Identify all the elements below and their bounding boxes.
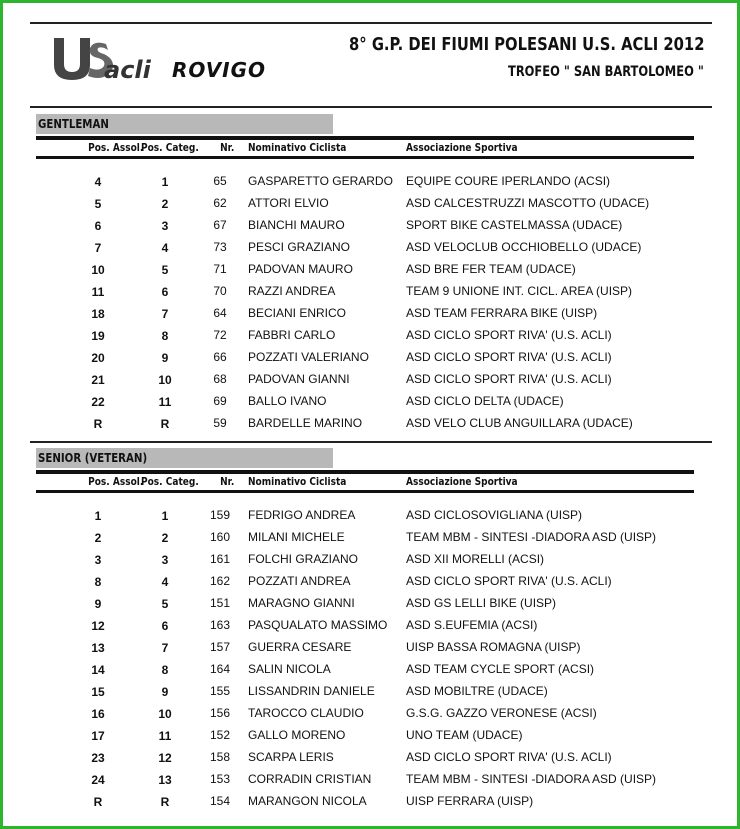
pos-categ-cell: 5 [161, 597, 169, 611]
bib-number-cell: 155 [209, 684, 231, 698]
rider-name-cell: PASQUALATO MASSIMO [248, 618, 388, 632]
association-cell: ASD GS LELLI BIKE (UISP) [406, 596, 557, 610]
pos-categ-cell: 6 [161, 619, 169, 633]
pos-assol-cell: 10 [91, 263, 105, 277]
pos-assol-cell: 20 [91, 351, 105, 365]
bib-number-cell: 71 [213, 262, 227, 276]
table-row [36, 596, 694, 618]
city-name: ROVIGO [172, 58, 267, 82]
bib-number-cell: 156 [209, 706, 231, 720]
pos-categ-cell: 10 [158, 707, 172, 721]
pos-assol-cell: 23 [91, 751, 105, 765]
association-cell: TEAM MBM - SINTESI -DIADORA ASD (UISP) [406, 772, 657, 786]
association-cell: ASD CICLOSOVIGLIANA (UISP) [406, 508, 583, 522]
association-cell: ASD CALCESTRUZZI MASCOTTO (UDACE) [406, 196, 650, 210]
pos-assol-cell: 3 [94, 553, 102, 567]
rider-name-cell: BALLO IVANO [248, 394, 327, 408]
table-row [36, 794, 694, 816]
svg-text:acli: acli [104, 56, 151, 84]
table-row [36, 328, 694, 350]
rider-name-cell: RAZZI ANDREA [248, 284, 336, 298]
rider-name-cell: SCARPA LERIS [248, 750, 334, 764]
rider-name-cell: SALIN NICOLA [248, 662, 331, 676]
pos-categ-cell: 10 [158, 373, 172, 387]
pos-categ-cell: R [160, 795, 170, 809]
pos-categ-cell: 3 [161, 219, 169, 233]
rider-name-cell: TAROCCO CLAUDIO [248, 706, 364, 720]
pos-categ-cell: 5 [161, 263, 169, 277]
bib-number-cell: 154 [209, 794, 231, 808]
bib-number-cell: 64 [213, 306, 227, 320]
table-header-rule-top [36, 136, 694, 140]
table-row [36, 750, 694, 772]
table-row [36, 706, 694, 728]
pos-assol-cell: 2 [94, 531, 102, 545]
association-cell: TEAM MBM - SINTESI -DIADORA ASD (UISP) [406, 530, 657, 544]
rider-name-cell: FEDRIGO ANDREA [248, 508, 356, 522]
bib-number-cell: 62 [213, 196, 227, 210]
column-header-pos-categ: Pos. Categ. [141, 475, 199, 488]
table-row [36, 508, 694, 530]
pos-categ-cell: 11 [158, 729, 172, 743]
pos-assol-cell: 13 [91, 641, 105, 655]
table-header-rule-top [36, 470, 694, 474]
table-row [36, 684, 694, 706]
table-header-rule-bottom [36, 156, 694, 159]
association-cell: UISP FERRARA (UISP) [406, 794, 534, 808]
section-divider [30, 441, 712, 443]
pos-categ-cell: 9 [161, 351, 169, 365]
table-row [36, 372, 694, 394]
pos-assol-cell: 12 [91, 619, 105, 633]
column-header-associazione: Associazione Sportiva [406, 141, 518, 154]
pos-assol-cell: R [93, 417, 103, 431]
bib-number-cell: 151 [209, 596, 231, 610]
rider-name-cell: LISSANDRIN DANIELE [248, 684, 375, 698]
rider-name-cell: BECIANI ENRICO [248, 306, 347, 320]
pos-assol-cell: 11 [91, 285, 105, 299]
pos-assol-cell: 14 [91, 663, 105, 677]
pos-categ-cell: 8 [161, 329, 169, 343]
table-row [36, 306, 694, 328]
association-cell: ASD CICLO SPORT RIVA' (U.S. ACLI) [406, 350, 612, 364]
column-header-pos-assol: Pos. Assol. [88, 141, 144, 154]
bib-number-cell: 66 [213, 350, 227, 364]
bib-number-cell: 73 [213, 240, 227, 254]
table-row [36, 350, 694, 372]
bib-number-cell: 72 [213, 328, 227, 342]
association-cell: ASD CICLO SPORT RIVA' (U.S. ACLI) [406, 328, 612, 342]
pos-assol-cell: 1 [94, 509, 102, 523]
pos-assol-cell: 15 [91, 685, 105, 699]
rider-name-cell: CORRADIN CRISTIAN [248, 772, 372, 786]
rider-name-cell: GUERRA CESARE [248, 640, 352, 654]
rider-name-cell: MARAGNO GIANNI [248, 596, 355, 610]
table-header-rule-bottom [36, 490, 694, 493]
category-label: SENIOR (VETERAN) [36, 448, 333, 468]
table-row [36, 618, 694, 640]
bib-number-cell: 69 [213, 394, 227, 408]
pos-assol-cell: 7 [94, 241, 102, 255]
table-row [36, 662, 694, 684]
association-cell: ASD VELOCLUB OCCHIOBELLO (UDACE) [406, 240, 642, 254]
table-row [36, 772, 694, 794]
rider-name-cell: GASPARETTO GERARDO [248, 174, 393, 188]
bib-number-cell: 59 [213, 416, 227, 430]
association-cell: ASD BRE FER TEAM (UDACE) [406, 262, 576, 276]
table-row [36, 284, 694, 306]
pos-categ-cell: 6 [161, 285, 169, 299]
rider-name-cell: MARANGON NICOLA [248, 794, 367, 808]
column-header-nr: Nr. [219, 475, 234, 488]
pos-categ-cell: 7 [161, 307, 169, 321]
header-rule [30, 106, 712, 108]
table-row [36, 174, 694, 196]
pos-categ-cell: 2 [161, 531, 169, 545]
table-row [36, 394, 694, 416]
column-header-pos-assol: Pos. Assol. [88, 475, 144, 488]
association-cell: EQUIPE COURE IPERLANDO (ACSI) [406, 174, 611, 188]
bib-number-cell: 153 [209, 772, 231, 786]
association-cell: ASD CICLO SPORT RIVA' (U.S. ACLI) [406, 750, 612, 764]
pos-assol-cell: R [93, 795, 103, 809]
rider-name-cell: PADOVAN MAURO [248, 262, 353, 276]
pos-categ-cell: 13 [158, 773, 172, 787]
column-header-associazione: Associazione Sportiva [406, 475, 518, 488]
association-cell: G.S.G. GAZZO VERONESE (ACSI) [406, 706, 597, 720]
pos-categ-cell: 4 [161, 575, 169, 589]
association-cell: ASD XII MORELLI (ACSI) [406, 552, 545, 566]
pos-assol-cell: 24 [91, 773, 105, 787]
column-header-nominativo: Nominativo Ciclista [248, 475, 347, 488]
us-acli-logo [50, 34, 160, 84]
pos-assol-cell: 8 [94, 575, 102, 589]
column-header-nominativo: Nominativo Ciclista [248, 141, 347, 154]
pos-categ-cell: 4 [161, 241, 169, 255]
table-row [36, 574, 694, 596]
event-title: 8° G.P. DEI FIUMI POLESANI U.S. ACLI 2012 [348, 34, 704, 55]
table-row [36, 240, 694, 262]
rider-name-cell: GALLO MORENO [248, 728, 346, 742]
pos-assol-cell: 4 [94, 175, 102, 189]
rider-name-cell: PESCI GRAZIANO [248, 240, 351, 254]
bib-number-cell: 70 [213, 284, 227, 298]
rider-name-cell: BIANCHI MAURO [248, 218, 345, 232]
association-cell: ASD VELO CLUB ANGUILLARA (UDACE) [406, 416, 633, 430]
association-cell: ASD MOBILTRE (UDACE) [406, 684, 548, 698]
category-label: GENTLEMAN [36, 114, 333, 134]
pos-assol-cell: 19 [91, 329, 105, 343]
rider-name-cell: MILANI MICHELE [248, 530, 345, 544]
event-subtitle: TROFEO " SAN BARTOLOMEO " [508, 64, 704, 80]
pos-categ-cell: 9 [161, 685, 169, 699]
pos-assol-cell: 5 [94, 197, 102, 211]
table-row [36, 530, 694, 552]
bib-number-cell: 163 [209, 618, 231, 632]
bib-number-cell: 164 [209, 662, 231, 676]
rider-name-cell: PADOVAN GIANNI [248, 372, 350, 386]
bib-number-cell: 68 [213, 372, 227, 386]
pos-assol-cell: 6 [94, 219, 102, 233]
rider-name-cell: POZZATI ANDREA [248, 574, 351, 588]
table-row [36, 262, 694, 284]
bib-number-cell: 159 [209, 508, 231, 522]
pos-assol-cell: 22 [91, 395, 105, 409]
rider-name-cell: FABBRI CARLO [248, 328, 336, 342]
pos-categ-cell: 2 [161, 197, 169, 211]
bib-number-cell: 67 [213, 218, 227, 232]
bib-number-cell: 162 [209, 574, 231, 588]
association-cell: SPORT BIKE CASTELMASSA (UDACE) [406, 218, 623, 232]
table-row [36, 416, 694, 438]
bib-number-cell: 157 [209, 640, 231, 654]
pos-assol-cell: 16 [91, 707, 105, 721]
pos-categ-cell: 1 [161, 509, 169, 523]
rider-name-cell: ATTORI ELVIO [248, 196, 329, 210]
table-row [36, 196, 694, 218]
pos-categ-cell: 11 [158, 395, 172, 409]
association-cell: UISP BASSA ROMAGNA (UISP) [406, 640, 581, 654]
pos-categ-cell: 1 [161, 175, 169, 189]
pos-categ-cell: 8 [161, 663, 169, 677]
association-cell: ASD CICLO DELTA (UDACE) [406, 394, 564, 408]
pos-assol-cell: 18 [91, 307, 105, 321]
pos-categ-cell: 3 [161, 553, 169, 567]
rider-name-cell: POZZATI VALERIANO [248, 350, 369, 364]
bib-number-cell: 65 [213, 174, 227, 188]
table-row [36, 640, 694, 662]
bib-number-cell: 160 [209, 530, 231, 544]
table-row [36, 552, 694, 574]
association-cell: ASD S.EUFEMIA (ACSI) [406, 618, 538, 632]
rider-name-cell: BARDELLE MARINO [248, 416, 363, 430]
column-header-nr: Nr. [219, 141, 234, 154]
association-cell: ASD TEAM CYCLE SPORT (ACSI) [406, 662, 595, 676]
rider-name-cell: FOLCHI GRAZIANO [248, 552, 359, 566]
association-cell: ASD TEAM FERRARA BIKE (UISP) [406, 306, 598, 320]
column-header-pos-categ: Pos. Categ. [141, 141, 199, 154]
pos-assol-cell: 9 [94, 597, 102, 611]
association-cell: UNO TEAM (UDACE) [406, 728, 523, 742]
pos-assol-cell: 21 [91, 373, 105, 387]
bib-number-cell: 152 [209, 728, 231, 742]
bib-number-cell: 161 [209, 552, 231, 566]
table-row [36, 218, 694, 240]
pos-categ-cell: 12 [158, 751, 172, 765]
bib-number-cell: 158 [209, 750, 231, 764]
association-cell: TEAM 9 UNIONE INT. CICL. AREA (UISP) [406, 284, 633, 298]
association-cell: ASD CICLO SPORT RIVA' (U.S. ACLI) [406, 574, 612, 588]
pos-categ-cell: 7 [161, 641, 169, 655]
top-rule [30, 22, 712, 24]
pos-categ-cell: R [160, 417, 170, 431]
association-cell: ASD CICLO SPORT RIVA' (U.S. ACLI) [406, 372, 612, 386]
pos-assol-cell: 17 [91, 729, 105, 743]
table-row [36, 728, 694, 750]
